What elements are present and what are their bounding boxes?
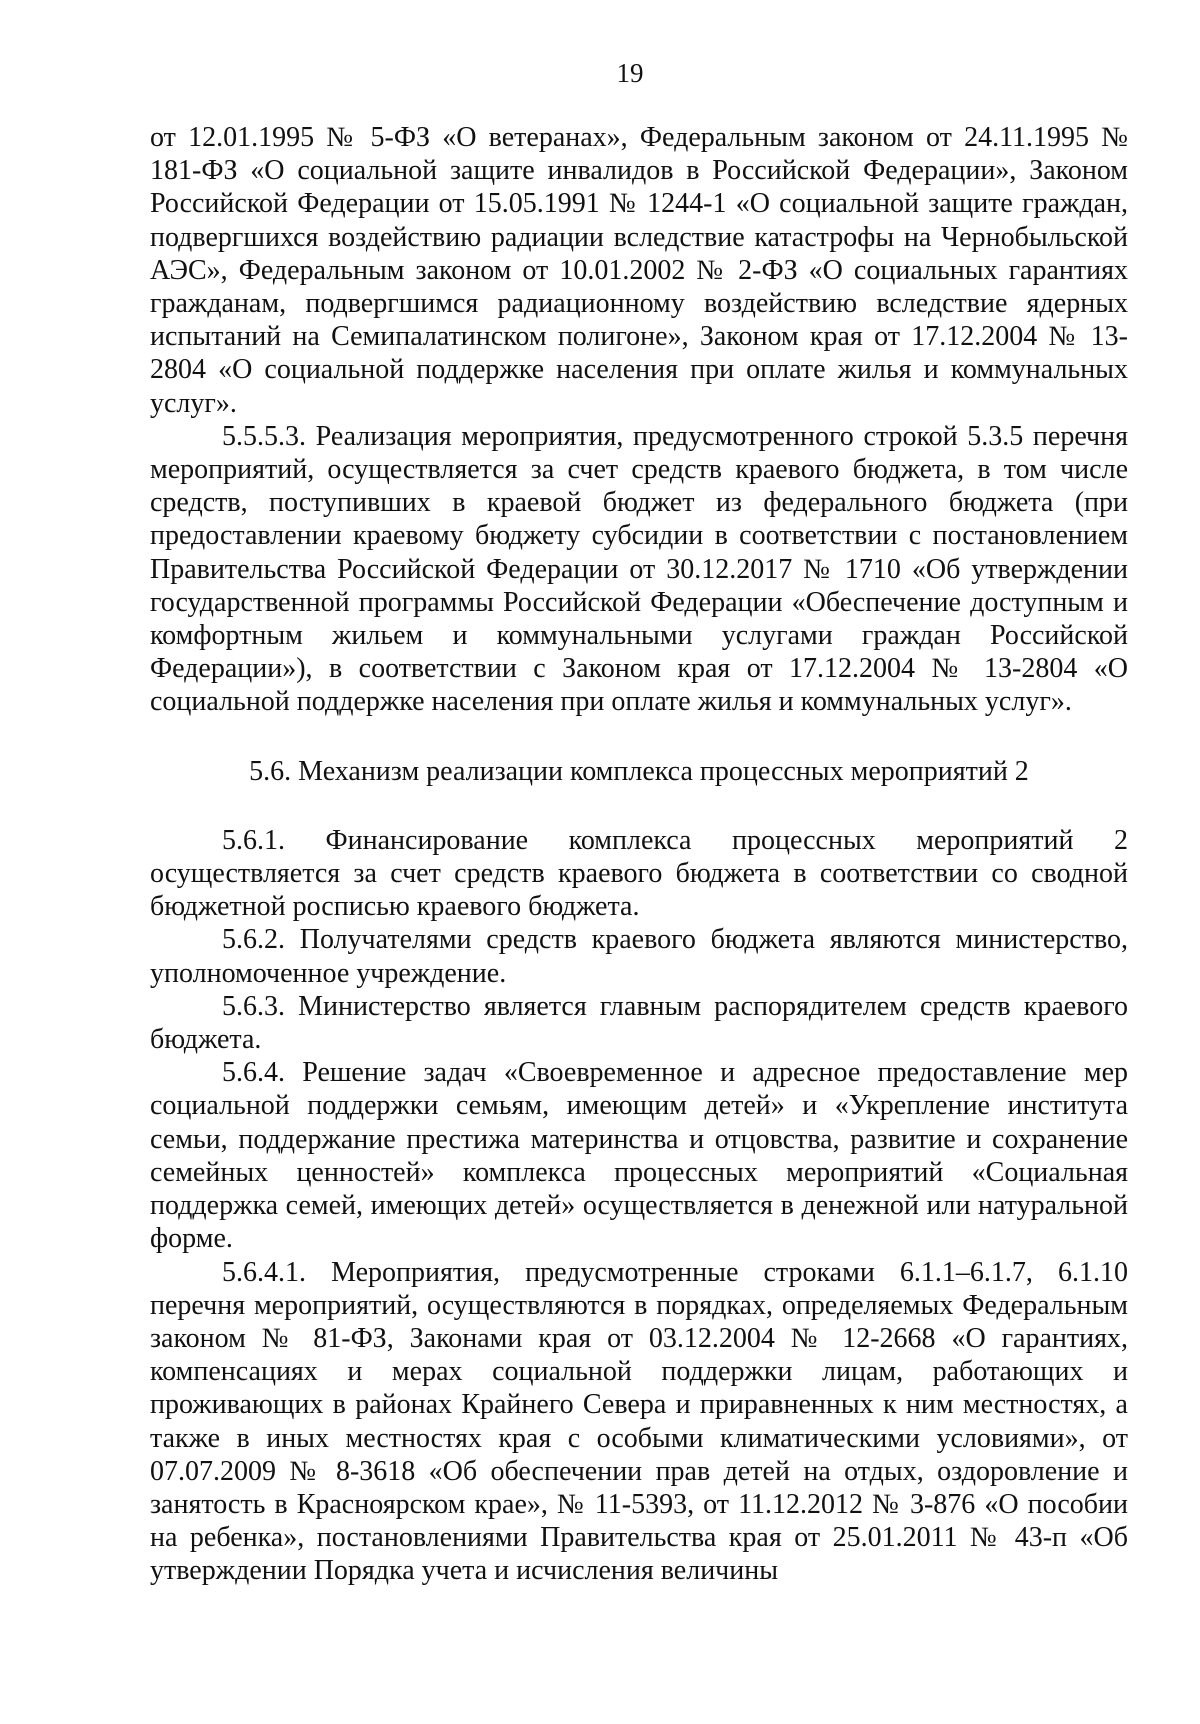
paragraph-5-6-4: 5.6.4. Решение задач «Своевременное и адресное предоставление мер социальной поддержки семьям, имеющим детей» и «Укрепление института семьи, поддержание престижа материнства и отцовства, развитие и сохранение семейных ценностей» комплекса процессных мероприятий «Социальная поддержка семей, имеющих детей» осуществляется в денежной или натуральной форме. bbox=[150, 1057, 1128, 1255]
paragraph-continuation-laws: от 12.01.1995 № 5-ФЗ «О ветеранах», Федеральным законом от 24.11.1995 № 181-ФЗ «О социальной защите инвалидов в Российской Федерации», Законом Российской Федерации от 15.05.1991 № 1244-1 «О социальной защите граждан, подвергшихся воздействию радиации вследствие катастрофы на Чернобыльской АЭС», Федеральным законом от 10.01.2002 № 2-ФЗ «О социальных гарантиях гражданам, подвергшимся радиационному воздействию вследствие ядерных испытаний на Семипалатинском полигоне», Законом края от 17.12.2004 № 13-2804 «О социальной поддержке населения при оплате жилья и коммунальных услуг». bbox=[150, 122, 1128, 419]
paragraph-5-6-2: 5.6.2. Получателями средств краевого бюджета являются министерство, уполномоченное учреждение. bbox=[150, 924, 1128, 989]
section-heading-5-6: 5.6. Механизм реализации комплекса процессных мероприятий 2 bbox=[249, 755, 1029, 787]
paragraph-5-6-1: 5.6.1. Финансирование комплекса процессных мероприятий 2 осуществляется за счет средств краевого бюджета в соответствии со сводной бюджетной росписью краевого бюджета. bbox=[150, 824, 1128, 923]
paragraph-5-6-4-1: 5.6.4.1. Мероприятия, предусмотренные строками 6.1.1–6.1.7, 6.1.10 перечня мероприятий, осуществляются в порядках, определяемых Федеральным законом № 81-ФЗ, Законами края от 03.12.2004 № 12-2668 «О гарантиях, компенсациях и мерах социальной поддержки лицам, работающих и проживающих в районах Крайнего Севера и приравненных к ним местностях, а также в иных местностях края с особыми климатическими условиями», от 07.07.2009 № 8-3618 «Об обеспечении прав детей на отдых, оздоровление и занятость в Красноярском крае», № 11-5393, от 11.12.2012 № 3-876 «О пособии на ребенка», постановлениями Правительства края от 25.01.2011 № 43-п «Об утверждении Порядка учета и исчисления величины bbox=[150, 1256, 1128, 1587]
paragraph-5-5-5-3: 5.5.5.3. Реализация мероприятия, предусмотренного строкой 5.3.5 перечня мероприятий, осуществляется за счет средств краевого бюджета, в том числе средств, поступивших в краевой бюджет из федерального бюджета (при предоставлении краевому бюджету субсидии в соответствии с постановлением Правительства Российской Федерации от 30.12.2017 № 1710 «Об утверждении государственной программы Российской Федерации «Обеспечение доступным и комфортным жильем и коммунальными услугами граждан Российской Федерации»), в соответствии с Законом края от 17.12.2004 № 13-2804 «О социальной поддержке населения при оплате жилья и коммунальных услуг». bbox=[150, 420, 1128, 718]
paragraph-5-6-3: 5.6.3. Министерство является главным распорядителем средств краевого бюджета. bbox=[150, 990, 1128, 1056]
page-number: 19 bbox=[616, 58, 644, 88]
document-body bbox=[150, 121, 1128, 1588]
